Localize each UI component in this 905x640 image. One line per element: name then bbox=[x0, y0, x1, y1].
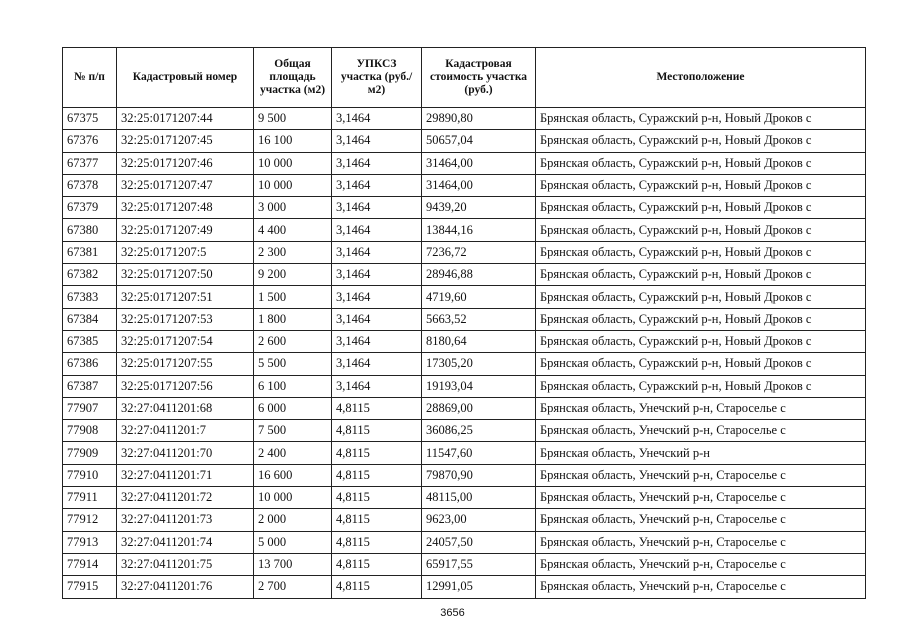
cell-area: 16 100 bbox=[254, 130, 332, 152]
cell-location: Брянская область, Суражский р-н, Новый Дроков с bbox=[536, 130, 866, 152]
cell-cadastral-number: 32:27:0411201:71 bbox=[117, 464, 254, 486]
cell-cadastral-value: 29890,80 bbox=[422, 108, 536, 130]
cell-cadastral-value: 19193,04 bbox=[422, 375, 536, 397]
cell-area: 2 600 bbox=[254, 330, 332, 352]
cell-cadastral-value: 24057,50 bbox=[422, 531, 536, 553]
cell-location: Брянская область, Суражский р-н, Новый Дроков с bbox=[536, 308, 866, 330]
cell-location: Брянская область, Унечский р-н, Староселье с bbox=[536, 464, 866, 486]
cell-area: 13 700 bbox=[254, 553, 332, 575]
cell-cadastral-number: 32:25:0171207:51 bbox=[117, 286, 254, 308]
cell-location: Брянская область, Суражский р-н, Новый Дроков с bbox=[536, 219, 866, 241]
cell-upksz: 3,1464 bbox=[332, 130, 422, 152]
cell-upksz: 3,1464 bbox=[332, 375, 422, 397]
cell-location: Брянская область, Суражский р-н, Новый Дроков с bbox=[536, 174, 866, 196]
table-row bbox=[63, 487, 866, 509]
table-row bbox=[63, 353, 866, 375]
cell-upksz: 4,8115 bbox=[332, 420, 422, 442]
cell-cadastral-number: 32:25:0171207:54 bbox=[117, 330, 254, 352]
cell-row-number: 67375 bbox=[63, 108, 117, 130]
cell-cadastral-number: 32:27:0411201:72 bbox=[117, 487, 254, 509]
cell-upksz: 3,1464 bbox=[332, 152, 422, 174]
page-number: 3656 bbox=[440, 607, 465, 619]
cell-upksz: 4,8115 bbox=[332, 576, 422, 598]
cell-cadastral-number: 32:27:0411201:70 bbox=[117, 442, 254, 464]
cell-location: Брянская область, Унечский р-н, Староселье с bbox=[536, 553, 866, 575]
table-row bbox=[63, 286, 866, 308]
cell-upksz: 4,8115 bbox=[332, 509, 422, 531]
cell-location: Брянская область, Унечский р-н bbox=[536, 442, 866, 464]
cell-row-number: 67384 bbox=[63, 308, 117, 330]
cell-cadastral-number: 32:25:0171207:47 bbox=[117, 174, 254, 196]
cell-row-number: 77914 bbox=[63, 553, 117, 575]
cell-cadastral-number: 32:27:0411201:74 bbox=[117, 531, 254, 553]
cell-cadastral-value: 7236,72 bbox=[422, 241, 536, 263]
cell-location: Брянская область, Унечский р-н, Староселье с bbox=[536, 420, 866, 442]
cell-location: Брянская область, Суражский р-н, Новый Дроков с bbox=[536, 197, 866, 219]
cell-area: 6 000 bbox=[254, 397, 332, 419]
table-row bbox=[63, 197, 866, 219]
cell-cadastral-value: 8180,64 bbox=[422, 330, 536, 352]
cadastral-value-table bbox=[62, 47, 866, 599]
cell-location: Брянская область, Суражский р-н, Новый Дроков с bbox=[536, 108, 866, 130]
cell-cadastral-number: 32:25:0171207:50 bbox=[117, 264, 254, 286]
cell-row-number: 77908 bbox=[63, 420, 117, 442]
header-area: Общая площадь участка (м2) bbox=[254, 48, 332, 108]
cell-area: 1 500 bbox=[254, 286, 332, 308]
cell-upksz: 3,1464 bbox=[332, 308, 422, 330]
header-upksz: УПКСЗ участка (руб./м2) bbox=[332, 48, 422, 108]
cell-cadastral-value: 36086,25 bbox=[422, 420, 536, 442]
cell-area: 2 700 bbox=[254, 576, 332, 598]
table-row bbox=[63, 420, 866, 442]
cell-cadastral-number: 32:25:0171207:48 bbox=[117, 197, 254, 219]
cell-area: 3 000 bbox=[254, 197, 332, 219]
table-row bbox=[63, 375, 866, 397]
table-row bbox=[63, 130, 866, 152]
cell-upksz: 4,8115 bbox=[332, 397, 422, 419]
cell-area: 4 400 bbox=[254, 219, 332, 241]
cell-cadastral-value: 4719,60 bbox=[422, 286, 536, 308]
cell-cadastral-value: 48115,00 bbox=[422, 487, 536, 509]
cell-row-number: 67376 bbox=[63, 130, 117, 152]
cell-location: Брянская область, Унечский р-н, Староселье с bbox=[536, 531, 866, 553]
cell-cadastral-number: 32:25:0171207:45 bbox=[117, 130, 254, 152]
cell-upksz: 3,1464 bbox=[332, 174, 422, 196]
cell-cadastral-value: 79870,90 bbox=[422, 464, 536, 486]
cell-upksz: 3,1464 bbox=[332, 264, 422, 286]
cell-location: Брянская область, Унечский р-н, Староселье с bbox=[536, 576, 866, 598]
cell-upksz: 3,1464 bbox=[332, 197, 422, 219]
cell-cadastral-number: 32:25:0171207:55 bbox=[117, 353, 254, 375]
cell-upksz: 4,8115 bbox=[332, 531, 422, 553]
cell-upksz: 4,8115 bbox=[332, 487, 422, 509]
table-row bbox=[63, 264, 866, 286]
cell-area: 1 800 bbox=[254, 308, 332, 330]
cell-location: Брянская область, Суражский р-н, Новый Дроков с bbox=[536, 286, 866, 308]
cell-upksz: 3,1464 bbox=[332, 330, 422, 352]
cell-cadastral-value: 11547,60 bbox=[422, 442, 536, 464]
table-row bbox=[63, 219, 866, 241]
cell-cadastral-value: 50657,04 bbox=[422, 130, 536, 152]
cell-cadastral-number: 32:27:0411201:75 bbox=[117, 553, 254, 575]
cell-cadastral-number: 32:25:0171207:56 bbox=[117, 375, 254, 397]
table-row bbox=[63, 553, 866, 575]
cell-row-number: 67385 bbox=[63, 330, 117, 352]
cell-cadastral-value: 65917,55 bbox=[422, 553, 536, 575]
cell-row-number: 77910 bbox=[63, 464, 117, 486]
cell-row-number: 67383 bbox=[63, 286, 117, 308]
table-row bbox=[63, 152, 866, 174]
cell-upksz: 3,1464 bbox=[332, 241, 422, 263]
table-row bbox=[63, 174, 866, 196]
cell-upksz: 3,1464 bbox=[332, 108, 422, 130]
cell-upksz: 3,1464 bbox=[332, 353, 422, 375]
cell-cadastral-number: 32:25:0171207:44 bbox=[117, 108, 254, 130]
header-row-number: № п/п bbox=[63, 48, 117, 108]
cell-row-number: 67381 bbox=[63, 241, 117, 263]
table-row bbox=[63, 241, 866, 263]
cell-row-number: 77913 bbox=[63, 531, 117, 553]
cell-cadastral-number: 32:25:0171207:46 bbox=[117, 152, 254, 174]
cell-cadastral-value: 31464,00 bbox=[422, 152, 536, 174]
cell-area: 5 500 bbox=[254, 353, 332, 375]
cell-row-number: 77907 bbox=[63, 397, 117, 419]
cell-location: Брянская область, Суражский р-н, Новый Дроков с bbox=[536, 353, 866, 375]
table-row bbox=[63, 397, 866, 419]
cell-location: Брянская область, Суражский р-н, Новый Дроков с bbox=[536, 241, 866, 263]
cell-upksz: 4,8115 bbox=[332, 442, 422, 464]
cell-cadastral-value: 12991,05 bbox=[422, 576, 536, 598]
cell-area: 16 600 bbox=[254, 464, 332, 486]
table-row bbox=[63, 464, 866, 486]
cell-row-number: 77912 bbox=[63, 509, 117, 531]
cell-cadastral-value: 9623,00 bbox=[422, 509, 536, 531]
cell-row-number: 67378 bbox=[63, 174, 117, 196]
cell-upksz: 3,1464 bbox=[332, 219, 422, 241]
cell-location: Брянская область, Суражский р-н, Новый Дроков с bbox=[536, 375, 866, 397]
cell-location: Брянская область, Унечский р-н, Староселье с bbox=[536, 509, 866, 531]
cell-cadastral-number: 32:27:0411201:76 bbox=[117, 576, 254, 598]
cell-location: Брянская область, Суражский р-н, Новый Дроков с bbox=[536, 152, 866, 174]
cell-row-number: 77909 bbox=[63, 442, 117, 464]
cell-location: Брянская область, Унечский р-н, Староселье с bbox=[536, 487, 866, 509]
table-row bbox=[63, 576, 866, 598]
cell-row-number: 77911 bbox=[63, 487, 117, 509]
cell-location: Брянская область, Унечский р-н, Староселье с bbox=[536, 397, 866, 419]
cell-row-number: 67387 bbox=[63, 375, 117, 397]
cell-cadastral-number: 32:25:0171207:5 bbox=[117, 241, 254, 263]
cell-cadastral-value: 28946,88 bbox=[422, 264, 536, 286]
header-cadastral-value: Кадастровая стоимость участка (руб.) bbox=[422, 48, 536, 108]
cell-cadastral-value: 13844,16 bbox=[422, 219, 536, 241]
cell-upksz: 3,1464 bbox=[332, 286, 422, 308]
cell-row-number: 67377 bbox=[63, 152, 117, 174]
cell-cadastral-value: 5663,52 bbox=[422, 308, 536, 330]
cell-location: Брянская область, Суражский р-н, Новый Дроков с bbox=[536, 264, 866, 286]
table-header-row bbox=[63, 48, 866, 108]
cell-area: 7 500 bbox=[254, 420, 332, 442]
cell-area: 5 000 bbox=[254, 531, 332, 553]
header-cadastral-number: Кадастровый номер bbox=[117, 48, 254, 108]
cell-cadastral-value: 28869,00 bbox=[422, 397, 536, 419]
cell-upksz: 4,8115 bbox=[332, 464, 422, 486]
cell-location: Брянская область, Суражский р-н, Новый Дроков с bbox=[536, 330, 866, 352]
cell-row-number: 67382 bbox=[63, 264, 117, 286]
cell-cadastral-value: 17305,20 bbox=[422, 353, 536, 375]
cell-area: 9 200 bbox=[254, 264, 332, 286]
cell-area: 10 000 bbox=[254, 174, 332, 196]
table-row bbox=[63, 442, 866, 464]
table-row bbox=[63, 531, 866, 553]
cell-cadastral-number: 32:25:0171207:53 bbox=[117, 308, 254, 330]
cell-area: 2 400 bbox=[254, 442, 332, 464]
cell-area: 10 000 bbox=[254, 487, 332, 509]
table-row bbox=[63, 308, 866, 330]
table-body bbox=[63, 108, 866, 599]
cell-cadastral-number: 32:27:0411201:68 bbox=[117, 397, 254, 419]
table-row bbox=[63, 108, 866, 130]
cell-upksz: 4,8115 bbox=[332, 553, 422, 575]
cell-area: 2 300 bbox=[254, 241, 332, 263]
cell-cadastral-number: 32:25:0171207:49 bbox=[117, 219, 254, 241]
cell-row-number: 67380 bbox=[63, 219, 117, 241]
cell-row-number: 77915 bbox=[63, 576, 117, 598]
cell-area: 2 000 bbox=[254, 509, 332, 531]
cell-cadastral-number: 32:27:0411201:7 bbox=[117, 420, 254, 442]
cell-area: 6 100 bbox=[254, 375, 332, 397]
header-location: Местоположение bbox=[536, 48, 866, 108]
table-row bbox=[63, 509, 866, 531]
cell-row-number: 67386 bbox=[63, 353, 117, 375]
table-row bbox=[63, 330, 866, 352]
cell-cadastral-value: 9439,20 bbox=[422, 197, 536, 219]
cell-cadastral-value: 31464,00 bbox=[422, 174, 536, 196]
cell-area: 9 500 bbox=[254, 108, 332, 130]
cell-row-number: 67379 bbox=[63, 197, 117, 219]
cell-area: 10 000 bbox=[254, 152, 332, 174]
cell-cadastral-number: 32:27:0411201:73 bbox=[117, 509, 254, 531]
